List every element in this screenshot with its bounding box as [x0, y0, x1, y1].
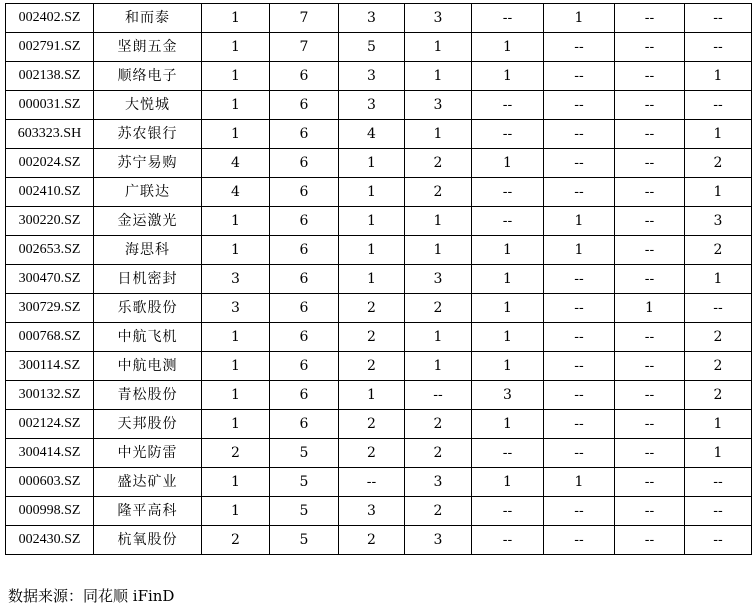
table-row [6, 149, 752, 178]
stock-code-cell: 300114.SZ [6, 352, 94, 381]
value-cell: 2 [685, 236, 752, 265]
value-cell: 1 [202, 410, 270, 439]
value-cell: 4 [202, 178, 270, 207]
value-cell: 1 [685, 62, 752, 91]
stock-code-cell: 300220.SZ [6, 207, 94, 236]
value-cell: 6 [270, 91, 339, 120]
stock-name-cell: 杭氧股份 [94, 526, 202, 555]
table-row [6, 62, 752, 91]
value-cell: -- [544, 439, 615, 468]
value-cell: 1 [405, 33, 472, 62]
value-cell: 2 [685, 149, 752, 178]
value-cell: 3 [202, 294, 270, 323]
value-cell: -- [472, 120, 544, 149]
value-cell: -- [615, 62, 685, 91]
value-cell: 1 [615, 294, 685, 323]
stock-code-cell: 002410.SZ [6, 178, 94, 207]
value-cell: 2 [339, 526, 405, 555]
value-cell: 6 [270, 120, 339, 149]
value-cell: -- [615, 323, 685, 352]
table-row [6, 468, 752, 497]
value-cell: 1 [685, 120, 752, 149]
value-cell: -- [685, 4, 752, 33]
stock-name-cell: 天邦股份 [94, 410, 202, 439]
value-cell: -- [685, 497, 752, 526]
value-cell: 1 [472, 352, 544, 381]
stock-code-cell: 002124.SZ [6, 410, 94, 439]
stock-code-cell: 000768.SZ [6, 323, 94, 352]
value-cell: 1 [202, 91, 270, 120]
table-body [6, 4, 752, 555]
value-cell: 5 [270, 526, 339, 555]
value-cell: -- [544, 33, 615, 62]
value-cell: 1 [472, 265, 544, 294]
value-cell: 1 [472, 294, 544, 323]
value-cell: -- [544, 497, 615, 526]
value-cell: 2 [405, 497, 472, 526]
value-cell: 6 [270, 178, 339, 207]
stock-code-cell: 002653.SZ [6, 236, 94, 265]
value-cell: 1 [339, 178, 405, 207]
stock-name-cell: 海思科 [94, 236, 202, 265]
value-cell: 1 [685, 265, 752, 294]
value-cell: -- [544, 352, 615, 381]
stock-data-table [5, 3, 752, 555]
value-cell: 3 [339, 91, 405, 120]
stock-name-cell: 和而泰 [94, 4, 202, 33]
value-cell: 1 [405, 62, 472, 91]
value-cell: 1 [202, 381, 270, 410]
value-cell: 2 [339, 294, 405, 323]
value-cell: 1 [339, 149, 405, 178]
value-cell: 3 [405, 526, 472, 555]
value-cell: 3 [202, 265, 270, 294]
value-cell: 3 [472, 381, 544, 410]
value-cell: -- [615, 352, 685, 381]
value-cell: 6 [270, 236, 339, 265]
value-cell: 3 [339, 497, 405, 526]
stock-code-cell: 002791.SZ [6, 33, 94, 62]
value-cell: 7 [270, 33, 339, 62]
value-cell: 6 [270, 381, 339, 410]
value-cell: -- [615, 207, 685, 236]
value-cell: 2 [339, 439, 405, 468]
stock-code-cell: 002138.SZ [6, 62, 94, 91]
value-cell: -- [615, 497, 685, 526]
value-cell: -- [615, 91, 685, 120]
value-cell: 1 [472, 236, 544, 265]
value-cell: -- [615, 33, 685, 62]
value-cell: -- [544, 265, 615, 294]
table-row [6, 178, 752, 207]
table-row [6, 207, 752, 236]
stock-code-cell: 002024.SZ [6, 149, 94, 178]
value-cell: 2 [405, 178, 472, 207]
value-cell: 2 [339, 323, 405, 352]
stock-name-cell: 苏宁易购 [94, 149, 202, 178]
value-cell: -- [544, 149, 615, 178]
value-cell: 3 [339, 4, 405, 33]
value-cell: 1 [405, 323, 472, 352]
value-cell: 6 [270, 294, 339, 323]
value-cell: -- [544, 323, 615, 352]
value-cell: 1 [339, 207, 405, 236]
value-cell: 1 [202, 4, 270, 33]
value-cell: -- [544, 294, 615, 323]
value-cell: 1 [405, 236, 472, 265]
value-cell: -- [544, 62, 615, 91]
stock-code-cell: 000998.SZ [6, 497, 94, 526]
value-cell: 3 [405, 265, 472, 294]
table-row [6, 294, 752, 323]
value-cell: 6 [270, 410, 339, 439]
value-cell: -- [685, 33, 752, 62]
table-row [6, 4, 752, 33]
value-cell: 3 [405, 91, 472, 120]
value-cell: 1 [202, 468, 270, 497]
table-row [6, 120, 752, 149]
value-cell: -- [685, 91, 752, 120]
value-cell: 1 [405, 352, 472, 381]
value-cell: 2 [405, 439, 472, 468]
value-cell: -- [615, 4, 685, 33]
table-row [6, 265, 752, 294]
stock-code-cell: 300132.SZ [6, 381, 94, 410]
stock-name-cell: 顺络电子 [94, 62, 202, 91]
value-cell: 1 [202, 33, 270, 62]
value-cell: -- [339, 468, 405, 497]
value-cell: -- [472, 178, 544, 207]
stock-code-cell: 002402.SZ [6, 4, 94, 33]
value-cell: -- [544, 526, 615, 555]
value-cell: 6 [270, 323, 339, 352]
value-cell: 1 [202, 352, 270, 381]
value-cell: 1 [544, 4, 615, 33]
value-cell: -- [615, 526, 685, 555]
table-row [6, 236, 752, 265]
value-cell: 2 [339, 410, 405, 439]
value-cell: 2 [202, 439, 270, 468]
stock-name-cell: 大悦城 [94, 91, 202, 120]
value-cell: 1 [405, 207, 472, 236]
value-cell: 5 [270, 497, 339, 526]
value-cell: -- [615, 439, 685, 468]
table-row [6, 439, 752, 468]
table-row [6, 323, 752, 352]
stock-name-cell: 苏农银行 [94, 120, 202, 149]
value-cell: -- [615, 381, 685, 410]
value-cell: 3 [685, 207, 752, 236]
table-row [6, 91, 752, 120]
value-cell: 1 [472, 62, 544, 91]
value-cell: -- [615, 265, 685, 294]
table-row [6, 410, 752, 439]
value-cell: -- [615, 120, 685, 149]
table-row [6, 33, 752, 62]
stock-code-cell: 603323.SH [6, 120, 94, 149]
value-cell: 2 [685, 381, 752, 410]
value-cell: 2 [339, 352, 405, 381]
value-cell: -- [472, 207, 544, 236]
value-cell: -- [615, 178, 685, 207]
value-cell: -- [544, 381, 615, 410]
value-cell: -- [472, 91, 544, 120]
value-cell: 5 [339, 33, 405, 62]
value-cell: 2 [405, 410, 472, 439]
value-cell: 1 [472, 149, 544, 178]
value-cell: 1 [472, 410, 544, 439]
value-cell: 1 [202, 120, 270, 149]
value-cell: -- [472, 497, 544, 526]
value-cell: 7 [270, 4, 339, 33]
stock-name-cell: 青松股份 [94, 381, 202, 410]
value-cell: -- [685, 294, 752, 323]
stock-name-cell: 金运激光 [94, 207, 202, 236]
value-cell: 1 [202, 207, 270, 236]
stock-name-cell: 坚朗五金 [94, 33, 202, 62]
value-cell: 6 [270, 207, 339, 236]
value-cell: -- [544, 91, 615, 120]
value-cell: 1 [339, 381, 405, 410]
value-cell: 1 [544, 207, 615, 236]
stock-name-cell: 乐歌股份 [94, 294, 202, 323]
value-cell: 1 [339, 236, 405, 265]
value-cell: 1 [202, 323, 270, 352]
value-cell: -- [685, 468, 752, 497]
stock-code-cell: 300470.SZ [6, 265, 94, 294]
value-cell: 3 [405, 4, 472, 33]
value-cell: 6 [270, 265, 339, 294]
value-cell: 1 [405, 120, 472, 149]
data-source-note: 数据来源：同花顺 iFinD [8, 587, 175, 605]
value-cell: 2 [405, 149, 472, 178]
stock-name-cell: 盛达矿业 [94, 468, 202, 497]
value-cell: 1 [685, 178, 752, 207]
value-cell: 1 [339, 265, 405, 294]
value-cell: 6 [270, 149, 339, 178]
value-cell: 2 [685, 323, 752, 352]
value-cell: -- [472, 4, 544, 33]
value-cell: 1 [685, 439, 752, 468]
stock-name-cell: 日机密封 [94, 265, 202, 294]
value-cell: 1 [544, 236, 615, 265]
value-cell: 1 [544, 468, 615, 497]
value-cell: -- [615, 236, 685, 265]
value-cell: -- [544, 410, 615, 439]
value-cell: -- [472, 526, 544, 555]
stock-code-cell: 002430.SZ [6, 526, 94, 555]
stock-code-cell: 000603.SZ [6, 468, 94, 497]
stock-code-cell: 000031.SZ [6, 91, 94, 120]
value-cell: -- [472, 439, 544, 468]
value-cell: -- [544, 120, 615, 149]
value-cell: 5 [270, 468, 339, 497]
value-cell: 1 [202, 236, 270, 265]
value-cell: 2 [685, 352, 752, 381]
value-cell: -- [544, 178, 615, 207]
table-row [6, 381, 752, 410]
table-row [6, 526, 752, 555]
value-cell: -- [615, 410, 685, 439]
stock-name-cell: 中航飞机 [94, 323, 202, 352]
value-cell: 6 [270, 62, 339, 91]
value-cell: 1 [202, 497, 270, 526]
value-cell: 1 [202, 62, 270, 91]
value-cell: 4 [202, 149, 270, 178]
value-cell: 3 [405, 468, 472, 497]
stock-code-cell: 300729.SZ [6, 294, 94, 323]
value-cell: 1 [685, 410, 752, 439]
value-cell: 4 [339, 120, 405, 149]
stock-name-cell: 中光防雷 [94, 439, 202, 468]
value-cell: 6 [270, 352, 339, 381]
value-cell: 3 [339, 62, 405, 91]
value-cell: -- [405, 381, 472, 410]
value-cell: -- [685, 526, 752, 555]
stock-name-cell: 广联达 [94, 178, 202, 207]
value-cell: 1 [472, 33, 544, 62]
value-cell: 1 [472, 323, 544, 352]
value-cell: -- [615, 468, 685, 497]
value-cell: 1 [472, 468, 544, 497]
value-cell: 2 [405, 294, 472, 323]
table-row [6, 497, 752, 526]
stock-name-cell: 隆平高科 [94, 497, 202, 526]
stock-code-cell: 300414.SZ [6, 439, 94, 468]
stock-name-cell: 中航电测 [94, 352, 202, 381]
table-row [6, 352, 752, 381]
value-cell: 5 [270, 439, 339, 468]
value-cell: -- [615, 149, 685, 178]
value-cell: 2 [202, 526, 270, 555]
